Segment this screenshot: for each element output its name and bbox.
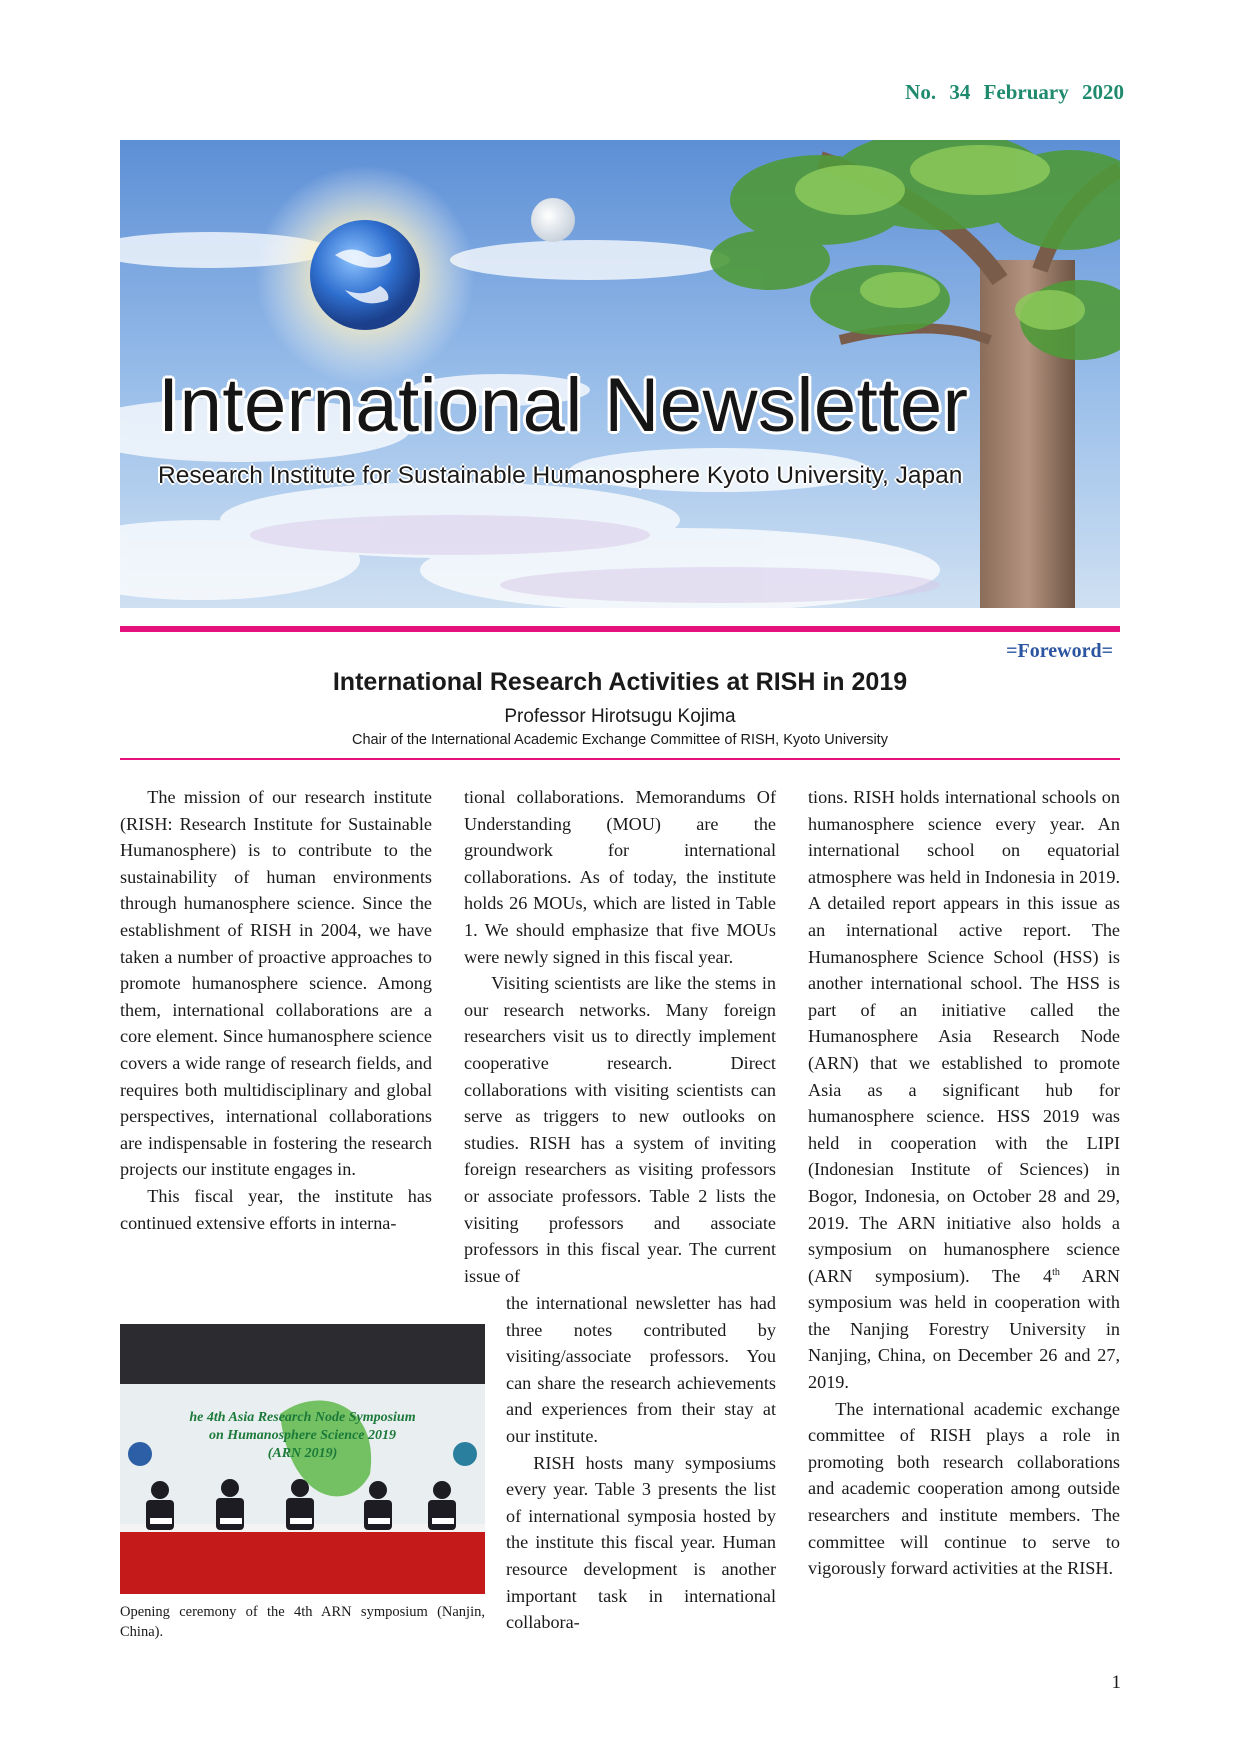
photo-banner-line: (ARN 2019) [267,1446,338,1461]
banner-image [120,140,1120,608]
article-title: International Research Activities at RISH in 2019 [332,668,908,696]
photo-caption: Opening ceremony of the 4th ARN symposium (Nanjin, China). [120,1604,485,1640]
photo-banner-line: on Humanosphere Science 2019 [208,1428,397,1443]
paragraph: The mission of our research institute (RISH: Research Institute for Sustainable Humanosphere) is to contribute to the sustainability of human environments through humanosphere science. Since the establishment of RISH in 2004, we have taken a number of proactive approaches to promote humanosphere science. Among them, international collaborations are a core element. Since humanosphere science covers a wide range of research fields, and requires both multidisciplinary and global perspectives, international collaborations are indispensable in fostering the research projects our institute engages in. [120,787,432,1180]
column-2 [464,784,776,1289]
newsletter-title: International Newsletter [158,363,969,448]
column-3 [808,784,1120,1582]
paragraph: tional collaborations. Memorandums Of Understanding (MOU) are the groundwork for international collaborations. As of today, the institute holds 26 MOUs, which are listed in Table 1. We should emphasize that five MOUs were newly signed in this fiscal year. [464,787,776,967]
paragraph: the international newsletter has had three notes contributed by visiting/associate professors. You can share the research achievements and experiences from their stay at our institute. [506,1293,776,1446]
paragraph: This fiscal year, the institute has continued extensive efforts in interna- [120,1185,432,1233]
paragraph [808,784,1120,1396]
header-divider [120,626,1120,632]
text-run: ARN symposium was held in cooperation with the Nanjing Forestry University in Nanjing, China, on December 26 and 27, 2019. [808,1265,1120,1393]
paragraph: The international academic exchange committee of RISH plays a role in promoting both research collaborations and academic cooperation among outside researchers and institute members. The committee will continue to serve to vigorously forward activities at the RISH. [808,1398,1120,1579]
text-run: tions. RISH holds international schools on humanosphere science every year. An international school on equatorial atmosphere was held in Indonesia in 2019. A detailed report appears in this issue as an international active report. The Humanosphere Science School (HSS) is another international school. The HSS is part of an initiative called the Humanosphere Asia Research Node (ARN) that we established to promote Asia as a significant hub for humanosphere science. HSS 2019 was held in cooperation with the LIPI (Indonesian Institute of Sciences) in Bogor, Indonesia, on October 28 and 29, 2019. The ARN initiative also holds a symposium on humanosphere science (ARN symposium). The 4 [808,787,1120,1286]
author-affiliation: Chair of the International Academic Exchange Committee of RISH, Kyoto University [352,732,888,748]
section-tag: =Foreword= [1006,640,1113,662]
page-number: 1 [1111,1672,1121,1693]
paragraph: Visiting scientists are like the stems in our research networks. Many foreign researchers visit us to directly implement cooperative research. Direct collaborations with visiting scientists can serve as triggers to new outlooks on studies. RISH has a system of inviting foreign researchers as visiting professors or associate professors. Table 2 lists the visiting professors and associate professors in this fiscal year. The current issue of [464,973,776,1286]
photo-banner-line: he 4th Asia Research Node Symposium [189,1410,416,1425]
column-2-continued [506,1290,776,1636]
column-1 [120,784,432,1236]
title-divider [120,758,1120,760]
newsletter-subtitle: Research Institute for Sustainable Humanosphere Kyoto University, Japan [158,462,963,489]
issue-label: No. 34 February 2020 [905,80,1124,104]
ordinal-suffix: th [1052,1266,1060,1278]
paragraph: RISH hosts many symposiums every year. Table 3 presents the list of international symposia hosted by the institute this fiscal year. Human resource development is another important task in international collabora- [506,1452,776,1633]
article-author: Professor Hirotsugu Kojima [504,706,736,727]
symposium-photo [120,1324,485,1594]
